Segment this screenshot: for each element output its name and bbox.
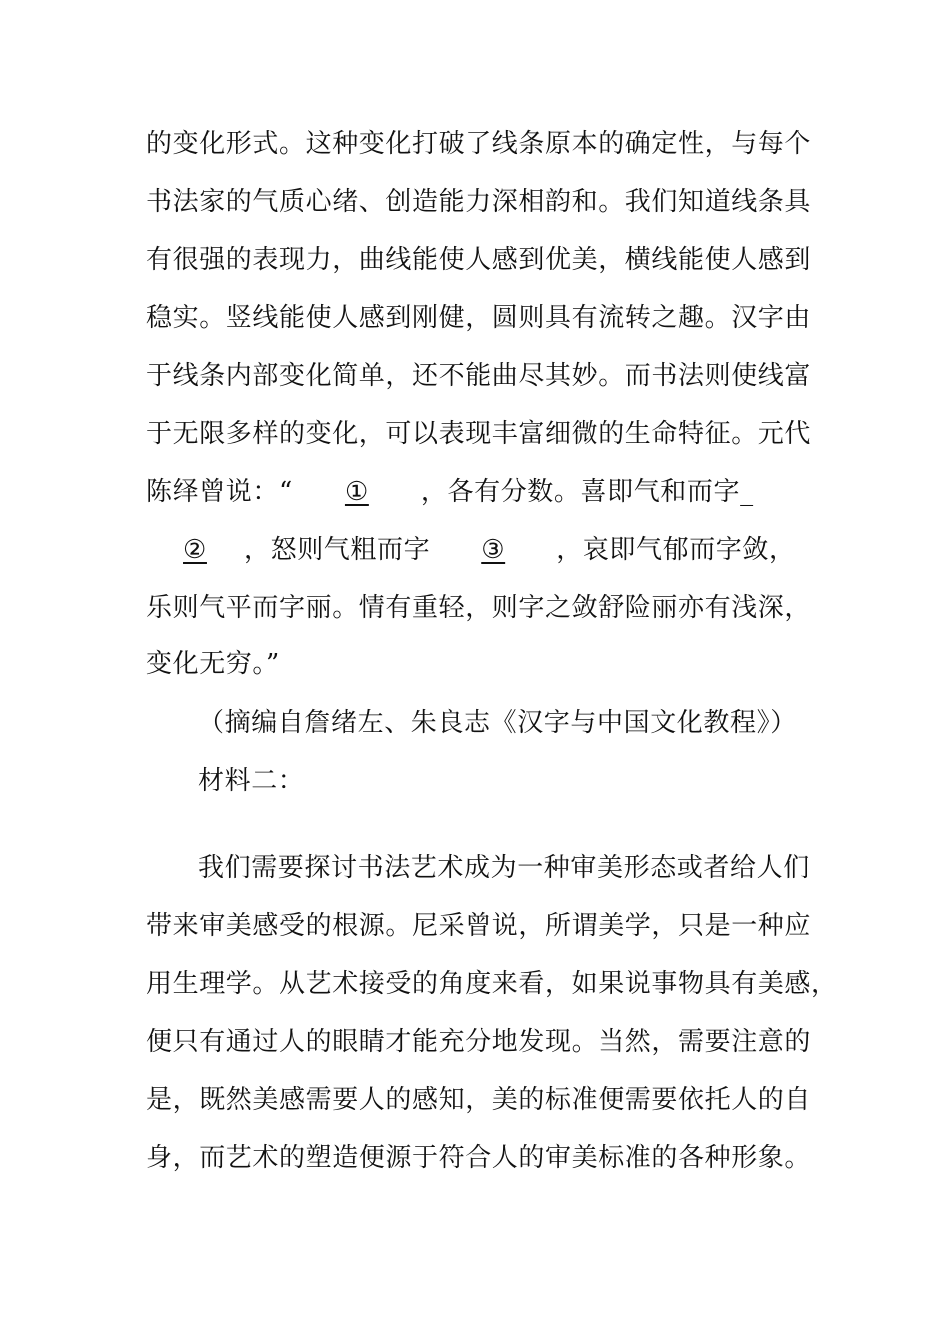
- quote-line-1: [146, 475, 796, 509]
- fill-blank-2: ②: [183, 535, 207, 565]
- paragraph-line: 身，而艺术的塑造便源于符合人的审美标准的各种形象。: [146, 1143, 812, 1173]
- paragraph-line: 于线条内部变化简单，还不能曲尽其妙。而书法则使线富: [146, 361, 812, 391]
- paragraph-line: 便只有通过人的眼睛才能充分地发现。当然，需要注意的: [146, 1027, 812, 1057]
- paragraph-line: 用生理学。从艺术接受的角度来看，如果说事物具有美感，: [146, 969, 838, 999]
- source-note: （摘编自詹绪左、朱良志《汉字与中国文化教程》）: [198, 708, 797, 738]
- fill-blank-3: ③: [481, 535, 506, 565]
- paragraph-line: 稳实。竖线能使人感到刚健，圆则具有流转之趣。汉字由: [146, 303, 812, 333]
- paragraph-line: 是，既然美感需要人的感知，美的标准便需要依托人的自: [146, 1085, 812, 1115]
- paragraph-line: 的变化形式。这种变化打破了线条原本的确定性，与每个: [146, 129, 812, 159]
- quote-mid-1: ，各有分数。喜即气和而字: [420, 477, 741, 507]
- quote-trail: _: [740, 477, 754, 507]
- section-heading: 材料二：: [198, 766, 305, 796]
- paragraph-line: 有很强的表现力，曲线能使人感到优美，横线能使人感到: [146, 245, 812, 275]
- quote-end-2: ，哀即气郁而字敛，: [556, 535, 796, 565]
- quote-line-3: 乐则气平而字丽。情有重轻，则字之敛舒险丽亦有浅深，: [146, 593, 812, 623]
- paragraph-line: 于无限多样的变化，可以表现丰富细微的生命特征。元代: [146, 419, 812, 449]
- fill-blank-1: ①: [344, 477, 369, 507]
- quote-prefix: 陈绎曾说：“: [146, 477, 293, 507]
- paragraph-line: 带来审美感受的根源。尼采曾说，所谓美学，只是一种应: [146, 911, 812, 941]
- quote-line-2: [146, 533, 796, 567]
- paragraph-line: 我们需要探讨书法艺术成为一种审美形态或者给人们: [198, 853, 810, 883]
- quote-mid-2: ，怒则气粗而字: [244, 535, 431, 565]
- quote-line-4: 变化无穷。”: [146, 649, 280, 679]
- paragraph-line: 书法家的气质心绪、创造能力深相韵和。我们知道线条具: [146, 187, 812, 217]
